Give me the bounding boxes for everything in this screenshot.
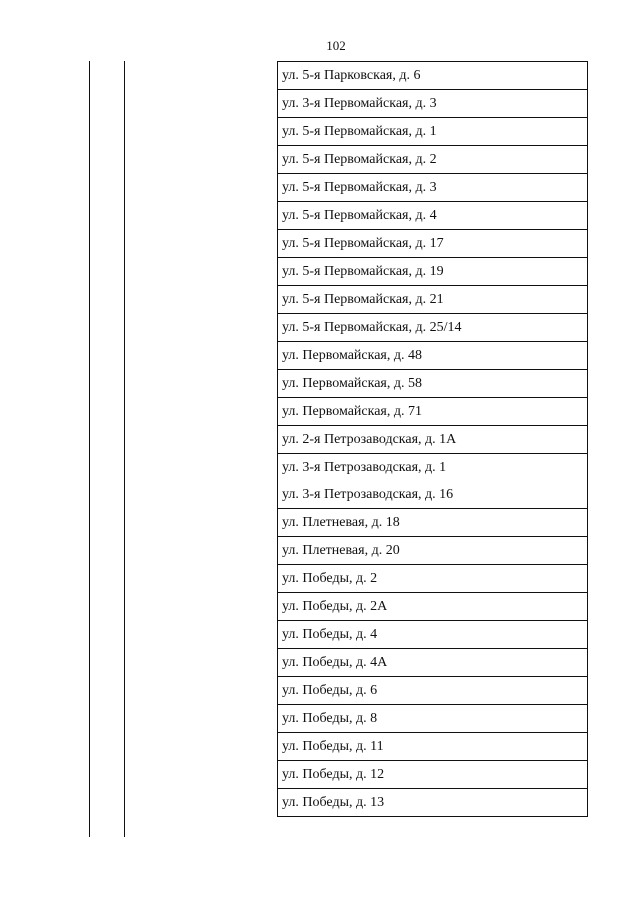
address-table: [277, 61, 588, 817]
table-row: [278, 342, 588, 370]
address-cell: ул. Победы, д. 2А: [278, 593, 588, 621]
table-row: [278, 286, 588, 314]
table-row: [278, 258, 588, 286]
address-cell: ул. 5-я Парковская, д. 6: [278, 62, 588, 90]
table-row: [278, 481, 588, 509]
address-cell: ул. 5-я Первомайская, д. 4: [278, 202, 588, 230]
address-cell: ул. Первомайская, д. 58: [278, 370, 588, 398]
address-cell: ул. 3-я Петрозаводская, д. 16: [278, 481, 588, 509]
address-cell: ул. Победы, д. 11: [278, 733, 588, 761]
table-row: [278, 733, 588, 761]
address-cell: ул. 5-я Первомайская, д. 25/14: [278, 314, 588, 342]
table-row: [278, 174, 588, 202]
address-cell: ул. Победы, д. 2: [278, 565, 588, 593]
table-row: [278, 649, 588, 677]
table-row: [278, 705, 588, 733]
address-cell: ул. 5-я Первомайская, д. 21: [278, 286, 588, 314]
table-row: [278, 230, 588, 258]
table-row: [278, 426, 588, 454]
table-row: [278, 118, 588, 146]
address-cell: ул. Победы, д. 12: [278, 761, 588, 789]
address-cell: ул. 5-я Первомайская, д. 17: [278, 230, 588, 258]
address-cell: ул. 2-я Петрозаводская, д. 1А: [278, 426, 588, 454]
table-row: [278, 90, 588, 118]
table-row: [278, 146, 588, 174]
table-row: [278, 677, 588, 705]
table-row: [278, 789, 588, 817]
address-cell: ул. Победы, д. 13: [278, 789, 588, 817]
address-cell: ул. Плетневая, д. 20: [278, 537, 588, 565]
address-cell: ул. 5-я Первомайская, д. 1: [278, 118, 588, 146]
table-row: [278, 398, 588, 426]
table-row: [278, 509, 588, 537]
address-cell: ул. Первомайская, д. 48: [278, 342, 588, 370]
table-row: [278, 761, 588, 789]
address-cell: ул. Первомайская, д. 71: [278, 398, 588, 426]
table-row: [278, 565, 588, 593]
table-row: [278, 202, 588, 230]
address-cell: ул. Победы, д. 8: [278, 705, 588, 733]
address-cell: ул. 3-я Петрозаводская, д. 1: [278, 454, 588, 482]
table-row: [278, 62, 588, 90]
address-cell: ул. Победы, д. 6: [278, 677, 588, 705]
page-number: 102: [326, 38, 346, 53]
address-cell: ул. 3-я Первомайская, д. 3: [278, 90, 588, 118]
address-cell: ул. Победы, д. 4А: [278, 649, 588, 677]
table-row: [278, 593, 588, 621]
address-cell: ул. 5-я Первомайская, д. 3: [278, 174, 588, 202]
table-column-border-middle: [124, 61, 125, 837]
table-row: [278, 537, 588, 565]
address-cell: ул. Плетневая, д. 18: [278, 509, 588, 537]
address-cell: ул. 5-я Первомайская, д. 19: [278, 258, 588, 286]
address-cell: ул. 5-я Первомайская, д. 2: [278, 146, 588, 174]
address-cell: ул. Победы, д. 4: [278, 621, 588, 649]
table-column-border-left: [89, 61, 90, 837]
table-row: [278, 621, 588, 649]
table-row: [278, 314, 588, 342]
table-row: [278, 454, 588, 482]
table-row: [278, 370, 588, 398]
